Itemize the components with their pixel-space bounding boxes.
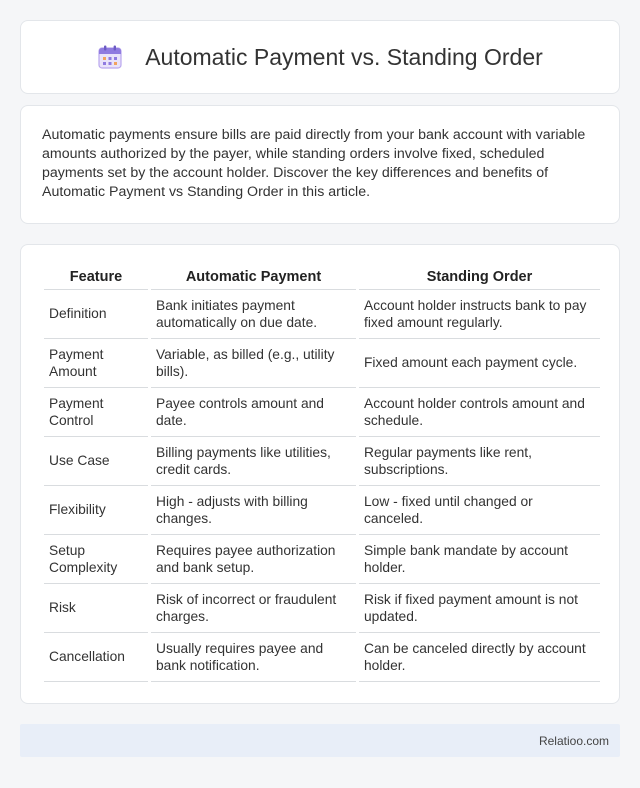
feature-cell: Payment Amount [44, 339, 148, 388]
automatic-payment-cell: Requires payee authorization and bank setup. [151, 535, 356, 584]
feature-cell: Setup Complexity [44, 535, 148, 584]
feature-cell: Payment Control [44, 388, 148, 437]
column-header-automatic-payment: Automatic Payment [151, 264, 356, 290]
column-header-feature: Feature [44, 264, 148, 290]
standing-order-cell: Simple bank mandate by account holder. [359, 535, 600, 584]
standing-order-cell: Regular payments like rent, subscriptions. [359, 437, 600, 486]
table-row [44, 437, 600, 486]
table-row [44, 290, 600, 339]
standing-order-cell: Low - fixed until changed or canceled. [359, 486, 600, 535]
standing-order-cell: Account holder instructs bank to pay fixed amount regularly. [359, 290, 600, 339]
feature-cell: Flexibility [44, 486, 148, 535]
feature-cell: Cancellation [44, 633, 148, 682]
intro-card [20, 105, 620, 224]
table-row [44, 388, 600, 437]
comparison-table [41, 264, 603, 682]
table-row [44, 584, 600, 633]
automatic-payment-cell: Bank initiates payment automatically on due date. [151, 290, 356, 339]
standing-order-cell: Risk if fixed payment amount is not updated. [359, 584, 600, 633]
page-title: Automatic Payment vs. Standing Order [145, 43, 543, 70]
intro-paragraph: Automatic payments ensure bills are paid directly from your bank account with variable amounts authorized by the payer, while standing orders involve fixed, scheduled payments set by the account holder. Discover the key differences and benefits of Automatic Payment vs Standing Order in this article. [42, 127, 586, 200]
calendar-icon [97, 44, 123, 70]
table-row [44, 339, 600, 388]
automatic-payment-cell: High - adjusts with billing changes. [151, 486, 356, 535]
standing-order-cell: Account holder controls amount and schedule. [359, 388, 600, 437]
feature-cell: Risk [44, 584, 148, 633]
feature-cell: Use Case [44, 437, 148, 486]
automatic-payment-cell: Payee controls amount and date. [151, 388, 356, 437]
table-row [44, 535, 600, 584]
table-row [44, 633, 600, 682]
table-row [44, 486, 600, 535]
column-header-standing-order: Standing Order [359, 264, 600, 290]
standing-order-cell: Fixed amount each payment cycle. [359, 339, 600, 388]
title-card [20, 20, 620, 94]
feature-cell: Definition [44, 290, 148, 339]
table-header-row [44, 264, 600, 290]
automatic-payment-cell: Usually requires payee and bank notification. [151, 633, 356, 682]
automatic-payment-cell: Risk of incorrect or fraudulent charges. [151, 584, 356, 633]
standing-order-cell: Can be canceled directly by account holder. [359, 633, 600, 682]
automatic-payment-cell: Variable, as billed (e.g., utility bills). [151, 339, 356, 388]
title-row [97, 44, 543, 71]
footer-site-name: Relatioo.com [538, 733, 609, 748]
comparison-table-card [20, 244, 620, 704]
automatic-payment-cell: Billing payments like utilities, credit cards. [151, 437, 356, 486]
footer-bar [20, 724, 620, 757]
